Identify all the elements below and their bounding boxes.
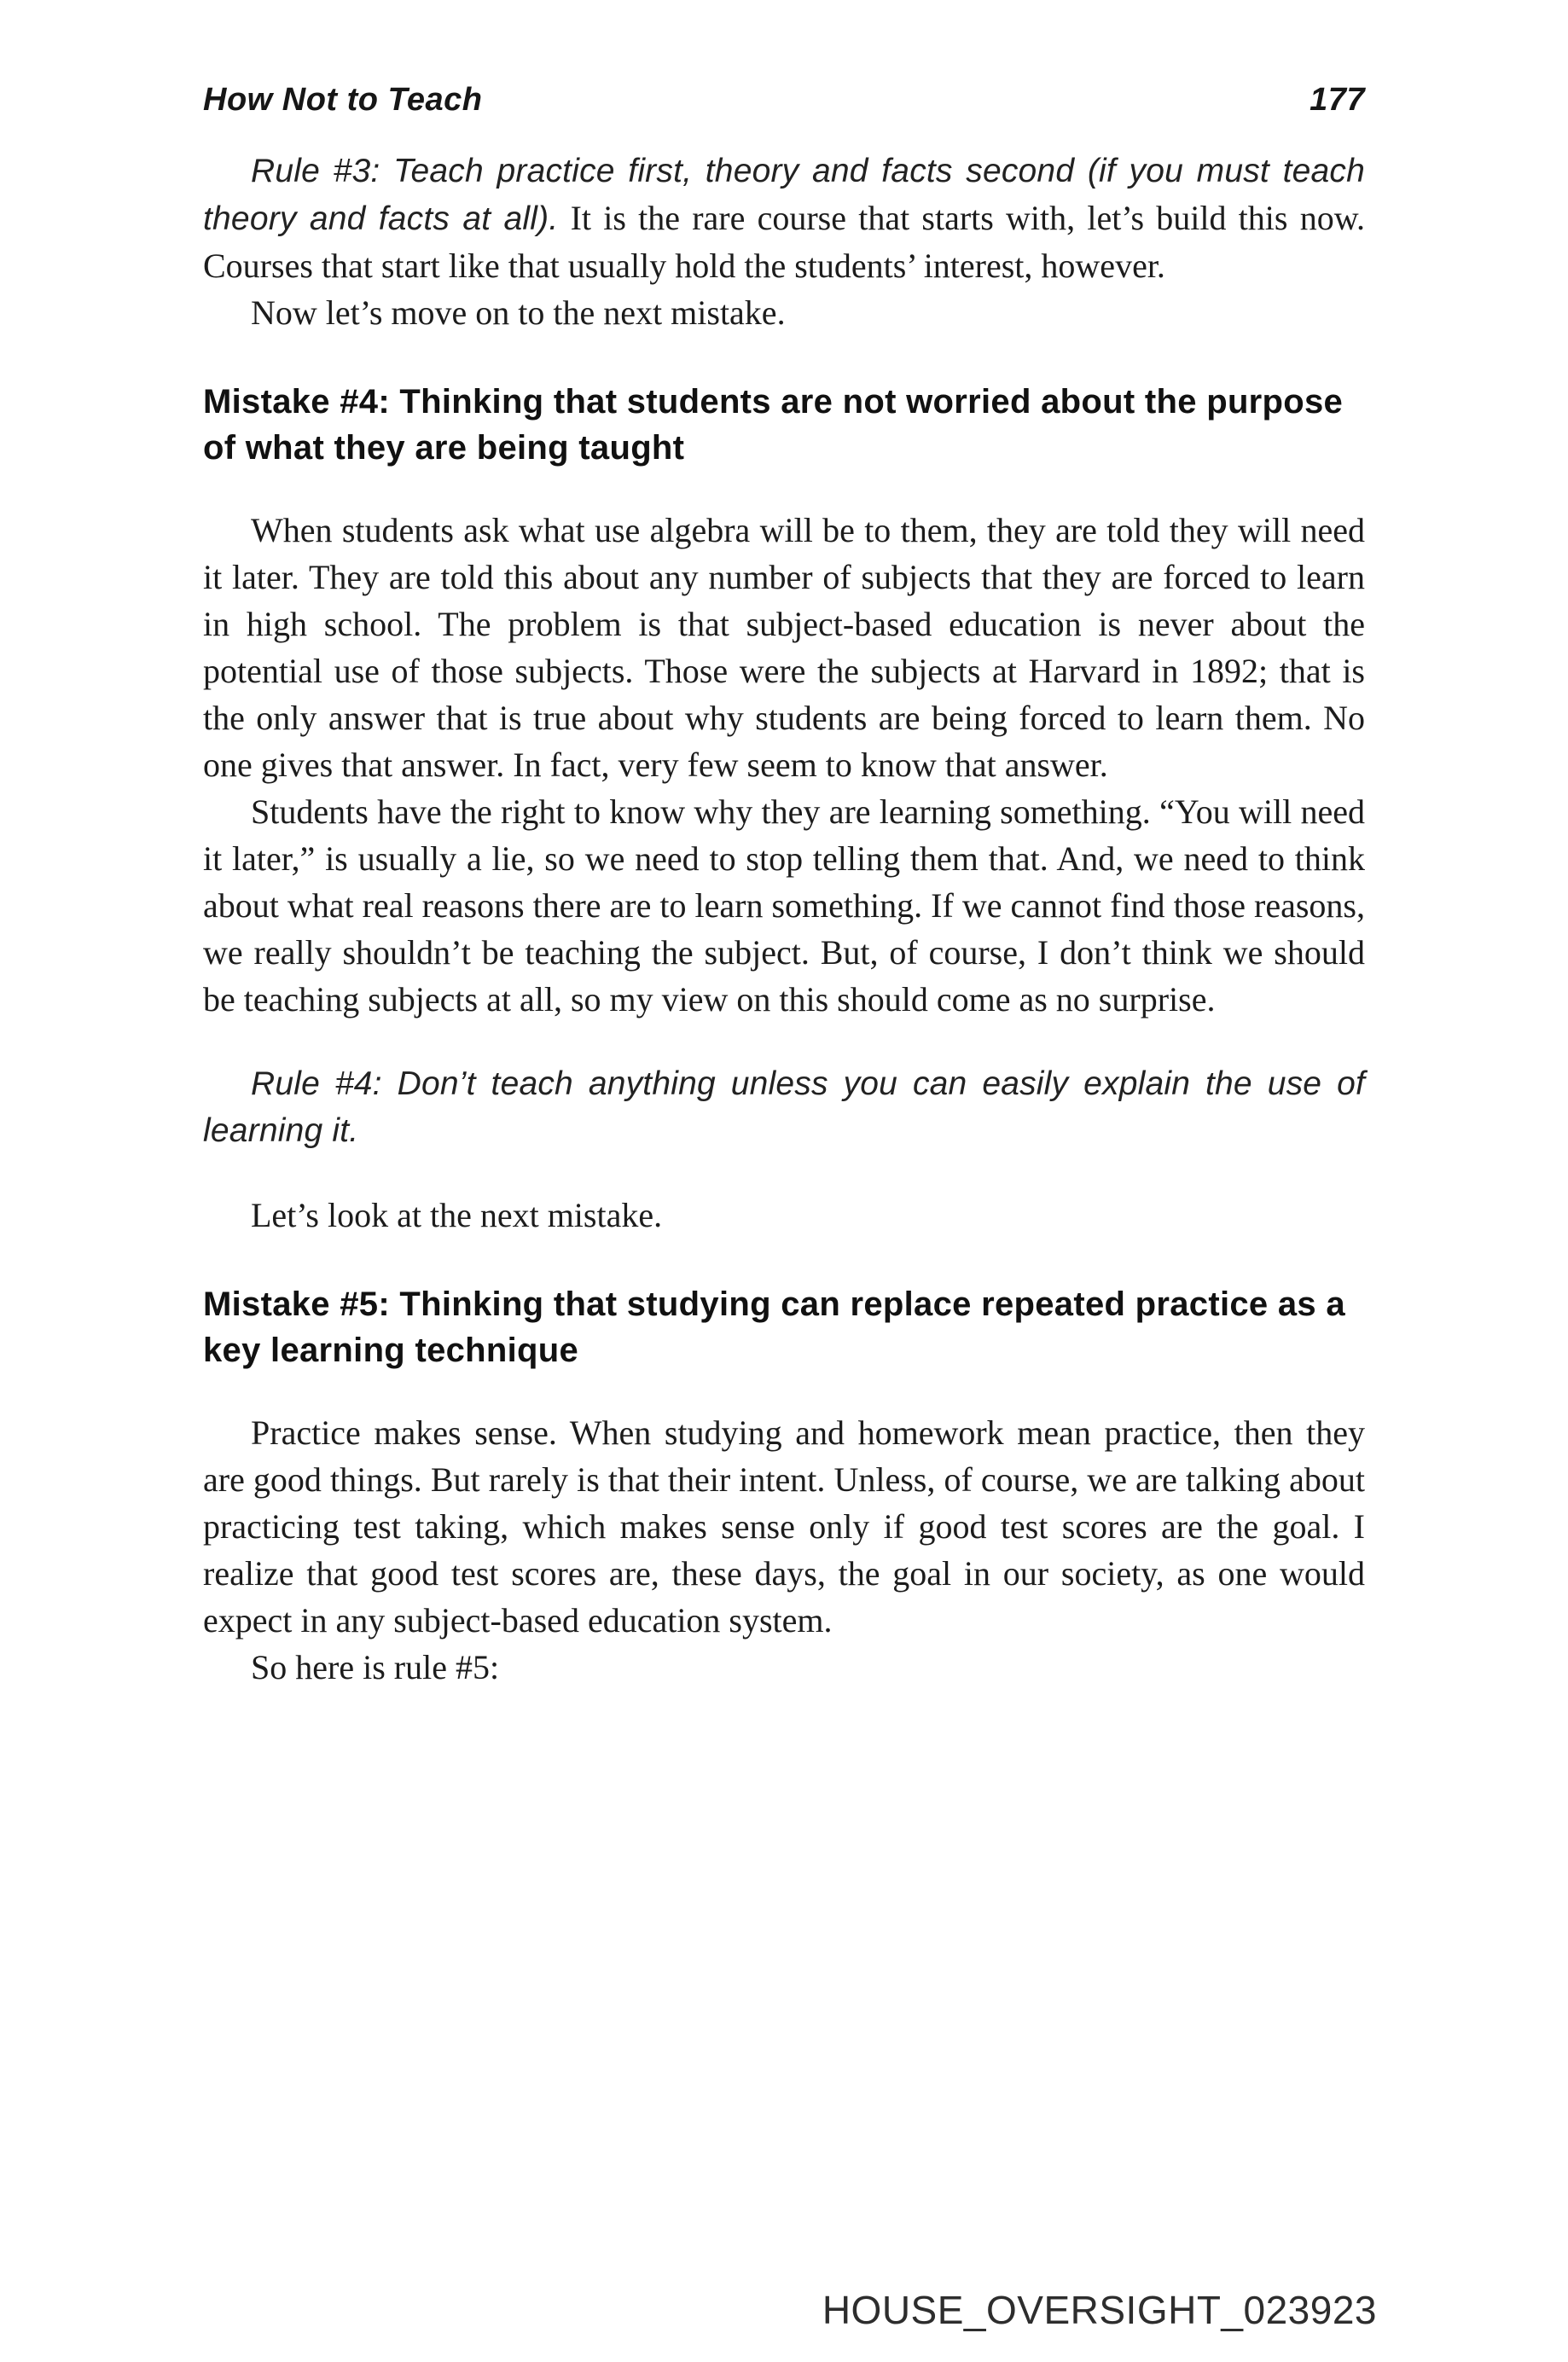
paragraph-mistake4-2: Students have the right to know why they are learning something. “You will need it later,” is usually a lie, so we need to stop telling them that. And, we need to think about what real reasons there are to learn something. If we cannot find those reasons, we really shouldn’t be teaching the subject. But, of course, I don’t think we should be teaching subjects at all, so my view on this should come as no surprise. (203, 792, 1365, 1019)
rule3-italic-text: Rule #3: Teach practice first, theory and facts second (if you must teach theory and facts at all). (203, 153, 1365, 237)
paragraph-rule5-lead: So here is rule #5: (251, 1648, 500, 1686)
page-body (203, 147, 1365, 1691)
paragraph-mistake5-1: Practice makes sense. When studying and homework mean practice, then they are good things. But rarely is that their intent. Unless, of course, we are talking about practicing test taking, which makes sense only if good test scores are the goal. I realize that good test scores are, these days, the goal in our society, as one would expect in any subject-based education system. (203, 1413, 1365, 1639)
running-header (203, 82, 1365, 119)
paragraph-transition-2: Let’s look at the next mistake. (251, 1196, 663, 1234)
paragraph-transition-1: Now let’s move on to the next mistake. (251, 293, 786, 332)
bates-stamp: HOUSE_OVERSIGHT_023923 (822, 2288, 1377, 2332)
paragraph-rule4: Rule #4: Don’t teach anything unless you can easily explain the use of learning it. (203, 1065, 1365, 1149)
heading-mistake-5: Mistake #5: Thinking that studying can replace repeated practice as a key learning technique (203, 1285, 1345, 1369)
running-title: How Not to Teach (203, 82, 483, 118)
heading-mistake-4: Mistake #4: Thinking that students are not worried about the purpose of what they are being taught (203, 383, 1344, 467)
paragraph-mistake4-1: When students ask what use algebra will be to them, they are told they will need it later. They are told this about any number of subjects that they are forced to learn in high school. The problem is that subject-based education is never about the potential use of those subjects. Those were the subjects at Harvard in 1892; that is the only answer that is true about why students are being forced to learn them. No one gives that answer. In fact, very few seem to know that answer. (203, 511, 1365, 784)
paragraph-rule3 (203, 147, 1365, 289)
page-number: 177 (1310, 82, 1365, 118)
rule3-continuation-text: It is the rare course that starts with, let’s build this now. Courses that start like that usually hold the students’ interest, however. (203, 199, 1365, 285)
